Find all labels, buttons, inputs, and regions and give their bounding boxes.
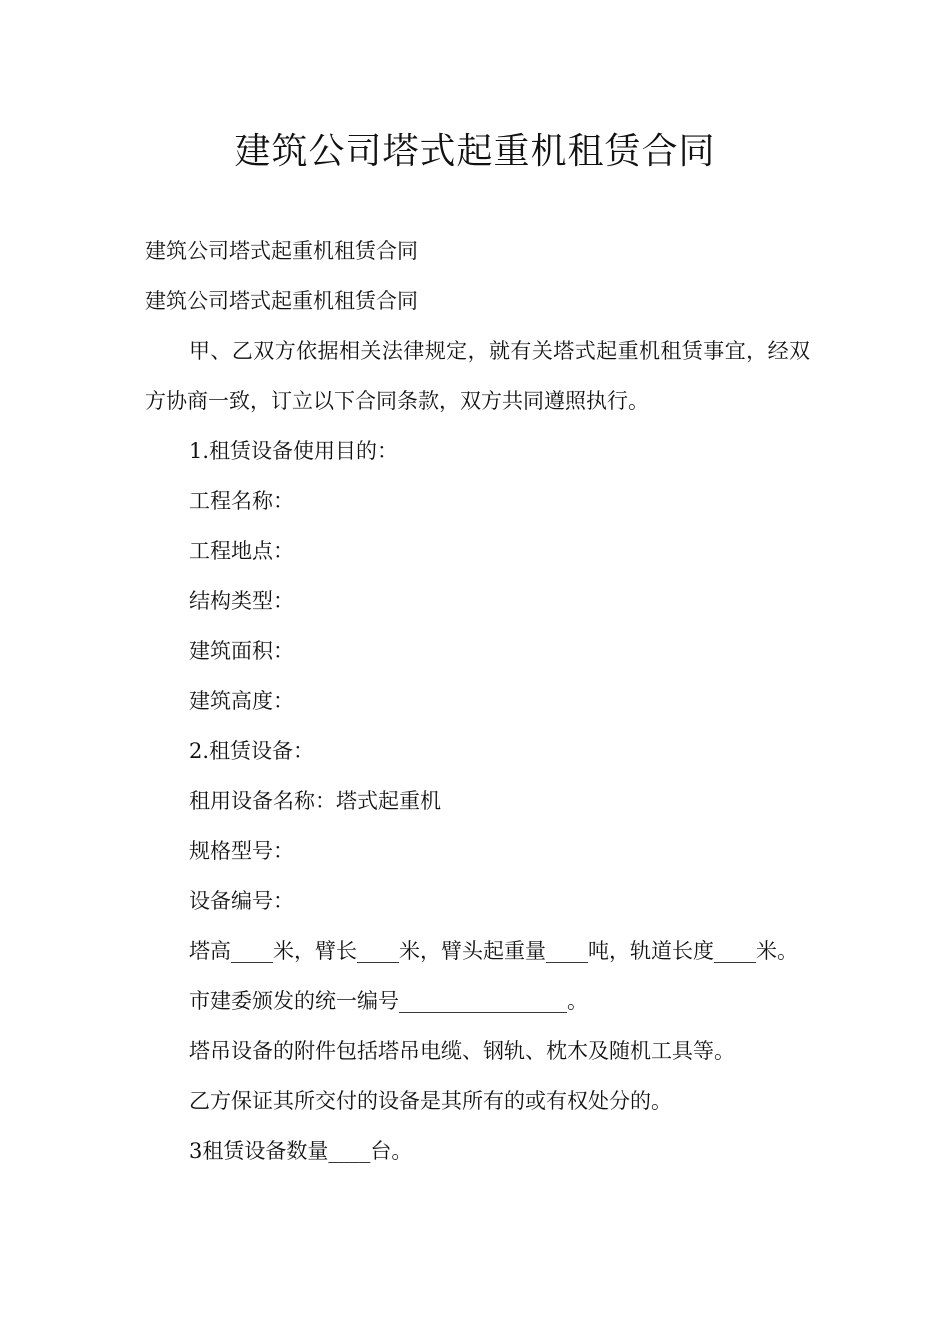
section2-heading: 2.租赁设备： [189, 739, 315, 763]
serial-field: 设备编号： [189, 889, 294, 913]
document-body [145, 226, 810, 1176]
specs-paragraph: 塔高____米，臂长____米，臂头起重量____吨，轨道长度____米。 [189, 939, 798, 963]
accessories-paragraph: 塔吊设备的附件包括塔吊电缆、钢轨、枕木及随机工具等。 [189, 1039, 735, 1063]
document-title: 建筑公司塔式起重机租赁合同 [234, 131, 716, 172]
subtitle-line-2: 建筑公司塔式起重机租赁合同 [145, 289, 418, 313]
intro-paragraph: 甲、乙双方依据相关法律规定，就有关塔式起重机租赁事宜，经双方协商一致，订立以下合同条款，双方共同遵照执行。 [145, 339, 810, 413]
equipment-name-field: 租用设备名称：塔式起重机 [189, 789, 441, 813]
project-location-field: 工程地点： [189, 539, 294, 563]
model-field: 规格型号： [189, 839, 294, 863]
building-height-field: 建筑高度： [189, 689, 294, 713]
building-area-field: 建筑面积： [189, 639, 294, 663]
project-name-field: 工程名称： [189, 489, 294, 513]
subtitle-line-1: 建筑公司塔式起重机租赁合同 [145, 239, 418, 263]
registration-field: 市建委颁发的统一编号________________。 [189, 989, 588, 1013]
section1-heading: 1.租赁设备使用目的： [189, 439, 399, 463]
structure-type-field: 结构类型： [189, 589, 294, 613]
guarantee-paragraph: 乙方保证其所交付的设备是其所有的或有权处分的。 [189, 1089, 672, 1113]
quantity-field: 3租赁设备数量____台。 [189, 1139, 413, 1163]
